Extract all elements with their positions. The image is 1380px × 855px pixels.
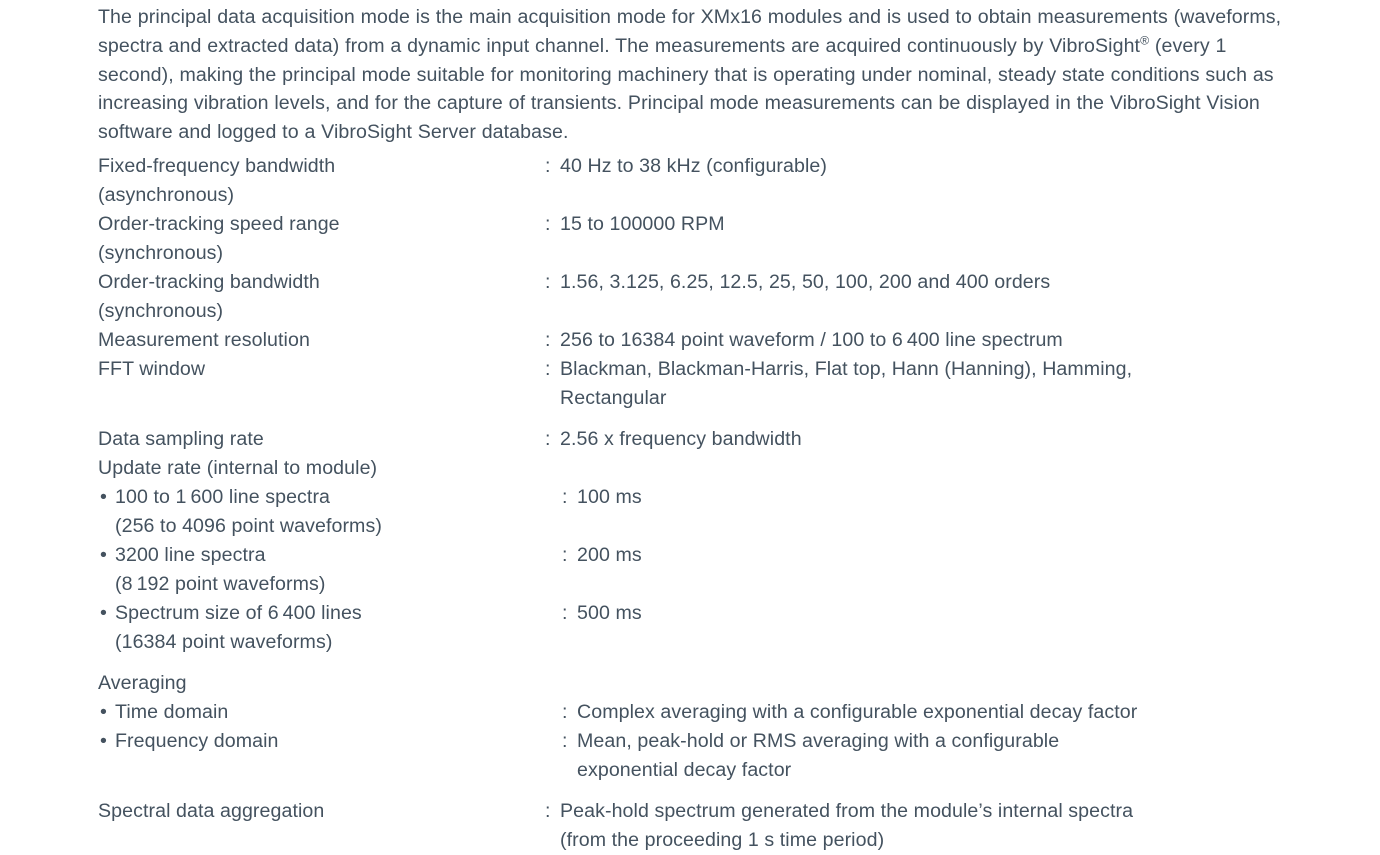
spec-label-update-rate-item-0 [98, 483, 562, 541]
spec-value-averaging-item-0 [562, 698, 1370, 727]
spec-label-line: Spectrum size of 6 400 lines [115, 601, 362, 624]
spec-value-line: Complex averaging with a configurable exponential decay factor [577, 700, 1138, 723]
spec-value-measurement-resolution [545, 326, 1370, 355]
spec-label-fixed-frequency [98, 152, 545, 210]
spec-value-line: 15 to 100000 RPM [560, 212, 725, 235]
spec-label-line: (synchronous) [98, 241, 224, 264]
bullet-icon: • [100, 729, 107, 752]
colon-separator: : [562, 543, 568, 566]
table-row [98, 541, 1370, 599]
spec-value-line: 100 ms [577, 485, 642, 508]
spec-value-averaging-item-1 [562, 727, 1370, 785]
colon-separator: : [545, 270, 551, 293]
spec-value-data-sampling-rate [545, 425, 1370, 454]
table-row [98, 727, 1370, 785]
bullet-icon: • [100, 700, 107, 723]
spec-label-line: Fixed-frequency bandwidth [98, 154, 336, 177]
spec-label-line: Order-tracking bandwidth [98, 270, 320, 293]
spec-label-line: (asynchronous) [98, 183, 235, 206]
registered-trademark-icon: ® [1140, 33, 1150, 48]
intro-text-part2: (every 1 second), making the principal mode suitable for monitoring machinery that is operating under nominal, steady state conditions such as increasing vibration levels, and for the capture of transients. Principal mode measurements can be displayed in the VibroSight Vision software and logged to a VibroSight Server database. [98, 34, 1274, 144]
spec-value-order-bandwidth [545, 268, 1370, 297]
spec-label-order-speed-range [98, 210, 545, 268]
colon-separator: : [562, 729, 568, 752]
spec-label-line: Order-tracking speed range [98, 212, 340, 235]
spec-label-line: 100 to 1 600 line spectra [115, 485, 331, 508]
spec-label-fft-window: FFT window [98, 357, 206, 380]
bullet-icon: • [100, 485, 107, 508]
table-row [98, 797, 1370, 855]
intro-text-part1: The principal data acquisition mode is the main acquisition mode for XMx16 modules and is used to obtain measurements (waveforms, spectra and extracted data) from a dynamic input channel. The measurements are acquired continuously by VibroSight [98, 6, 1282, 57]
spec-label-line: Time domain [115, 700, 229, 723]
table-row [98, 355, 1370, 413]
spec-value-line: exponential decay factor [577, 758, 792, 781]
spec-value-line: (from the proceeding 1 s time period) [560, 828, 885, 851]
spec-value-update-rate-item-2 [562, 599, 1370, 628]
spec-value-fft-window [545, 355, 1370, 413]
table-row [98, 210, 1370, 268]
colon-separator: : [545, 328, 551, 351]
spec-label-line: 3200 line spectra [115, 543, 266, 566]
specification-table [98, 152, 1370, 855]
spec-label-line: (synchronous) [98, 299, 224, 322]
colon-separator: : [545, 427, 551, 450]
table-row [98, 483, 1370, 541]
spec-value-line: 200 ms [577, 543, 642, 566]
spec-label-line: (16384 point waveforms) [115, 630, 333, 653]
spec-value-line: 500 ms [577, 601, 642, 624]
spec-value-update-rate-item-0 [562, 483, 1370, 512]
colon-separator: : [562, 485, 568, 508]
colon-separator: : [545, 799, 551, 822]
intro-paragraph [98, 0, 1283, 147]
table-row [98, 425, 1370, 454]
table-row [98, 326, 1370, 355]
spec-value-line: Peak-hold spectrum generated from the module’s internal spectra [560, 799, 1134, 822]
spec-value-order-speed-range [545, 210, 1370, 239]
bullet-icon: • [100, 543, 107, 566]
spec-label-line: (8 192 point waveforms) [115, 572, 326, 595]
colon-separator: : [545, 357, 551, 380]
spec-label-averaging-item-1 [98, 727, 562, 756]
spec-value-line: 40 Hz to 38 kHz (configurable) [560, 154, 827, 177]
table-row [98, 152, 1370, 210]
spec-label-spectral-aggregation: Spectral data aggregation [98, 799, 325, 822]
spec-label-data-sampling-rate: Data sampling rate [98, 427, 264, 450]
table-row [98, 698, 1370, 727]
spec-value-line: Rectangular [560, 386, 667, 409]
section-heading-update-rate: Update rate (internal to module) [98, 456, 378, 479]
spec-value-update-rate-item-1 [562, 541, 1370, 570]
spec-value-spectral-aggregation [545, 797, 1370, 855]
spec-value-fixed-frequency [545, 152, 1370, 181]
colon-separator: : [545, 212, 551, 235]
spec-value-line: 256 to 16384 point waveform / 100 to 6 400 line spectrum [560, 328, 1063, 351]
spec-value-line: Mean, peak-hold or RMS averaging with a configurable [577, 729, 1060, 752]
spec-label-measurement-resolution: Measurement resolution [98, 328, 310, 351]
spec-label-update-rate-item-1 [98, 541, 562, 599]
spec-label-line: Frequency domain [115, 729, 279, 752]
spec-label-update-rate-item-2 [98, 599, 562, 657]
spec-label-averaging-item-0 [98, 698, 562, 727]
table-row [98, 599, 1370, 657]
spec-label-line: (256 to 4096 point waveforms) [115, 514, 382, 537]
bullet-icon: • [100, 601, 107, 624]
spec-value-line: Blackman, Blackman-Harris, Flat top, Hann (Hanning), Hamming, [560, 357, 1133, 380]
spec-value-line: 1.56, 3.125, 6.25, 12.5, 25, 50, 100, 200 and 400 orders [560, 270, 1051, 293]
table-row [98, 268, 1370, 326]
colon-separator: : [562, 601, 568, 624]
section-heading-averaging: Averaging [98, 671, 187, 694]
spec-label-order-bandwidth [98, 268, 545, 326]
colon-separator: : [545, 154, 551, 177]
colon-separator: : [562, 700, 568, 723]
spec-value-line: 2.56 x frequency bandwidth [560, 427, 802, 450]
